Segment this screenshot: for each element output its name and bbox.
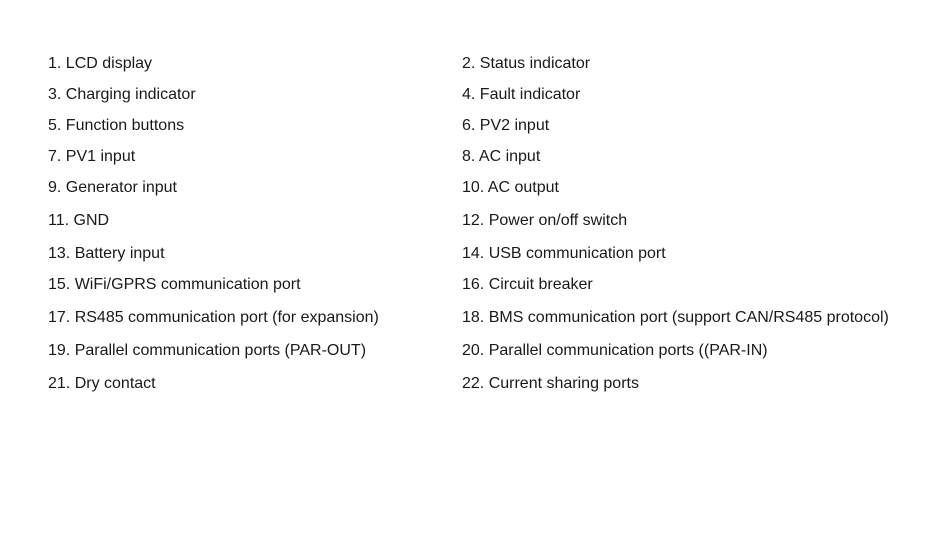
- list-row: [48, 176, 918, 209]
- list-row: [48, 306, 918, 339]
- list-item: 9. Generator input: [48, 179, 177, 196]
- parts-list: [48, 52, 918, 403]
- list-row: [48, 372, 918, 403]
- list-row: [48, 339, 918, 372]
- list-row: [48, 273, 918, 306]
- list-row: [48, 52, 918, 83]
- list-row: [48, 145, 918, 176]
- list-row: [48, 209, 918, 242]
- list-item: 5. Function buttons: [48, 117, 185, 134]
- list-item: 15. WiFi/GPRS communication port: [48, 276, 301, 293]
- list-item: 21. Dry contact: [48, 375, 156, 392]
- list-item: 22. Current sharing ports: [462, 375, 639, 392]
- list-item: 17. RS485 communication port (for expansion): [48, 309, 379, 326]
- list-item: 14. USB communication port: [462, 245, 666, 262]
- list-item: 7. PV1 input: [48, 148, 136, 165]
- list-item: 20. Parallel communication ports ((PAR-IN): [462, 342, 768, 359]
- list-item: 18. BMS communication port (support CAN/RS485 protocol): [462, 309, 889, 326]
- list-item: 8. AC input: [462, 148, 541, 165]
- list-item: 3. Charging indicator: [48, 86, 196, 103]
- list-item: 2. Status indicator: [462, 55, 591, 72]
- list-item: 13. Battery input: [48, 245, 165, 262]
- list-item: 19. Parallel communication ports (PAR-OUT): [48, 342, 367, 359]
- list-item: 4. Fault indicator: [462, 86, 581, 103]
- list-row: [48, 114, 918, 145]
- list-item: 11. GND: [48, 212, 110, 229]
- list-row: [48, 83, 918, 114]
- list-item: 1. LCD display: [48, 55, 153, 72]
- list-item: 6. PV2 input: [462, 117, 550, 134]
- list-row: [48, 242, 918, 273]
- list-item: 10. AC output: [462, 179, 559, 196]
- list-item: 12. Power on/off switch: [462, 212, 628, 229]
- list-item: 16. Circuit breaker: [462, 276, 593, 293]
